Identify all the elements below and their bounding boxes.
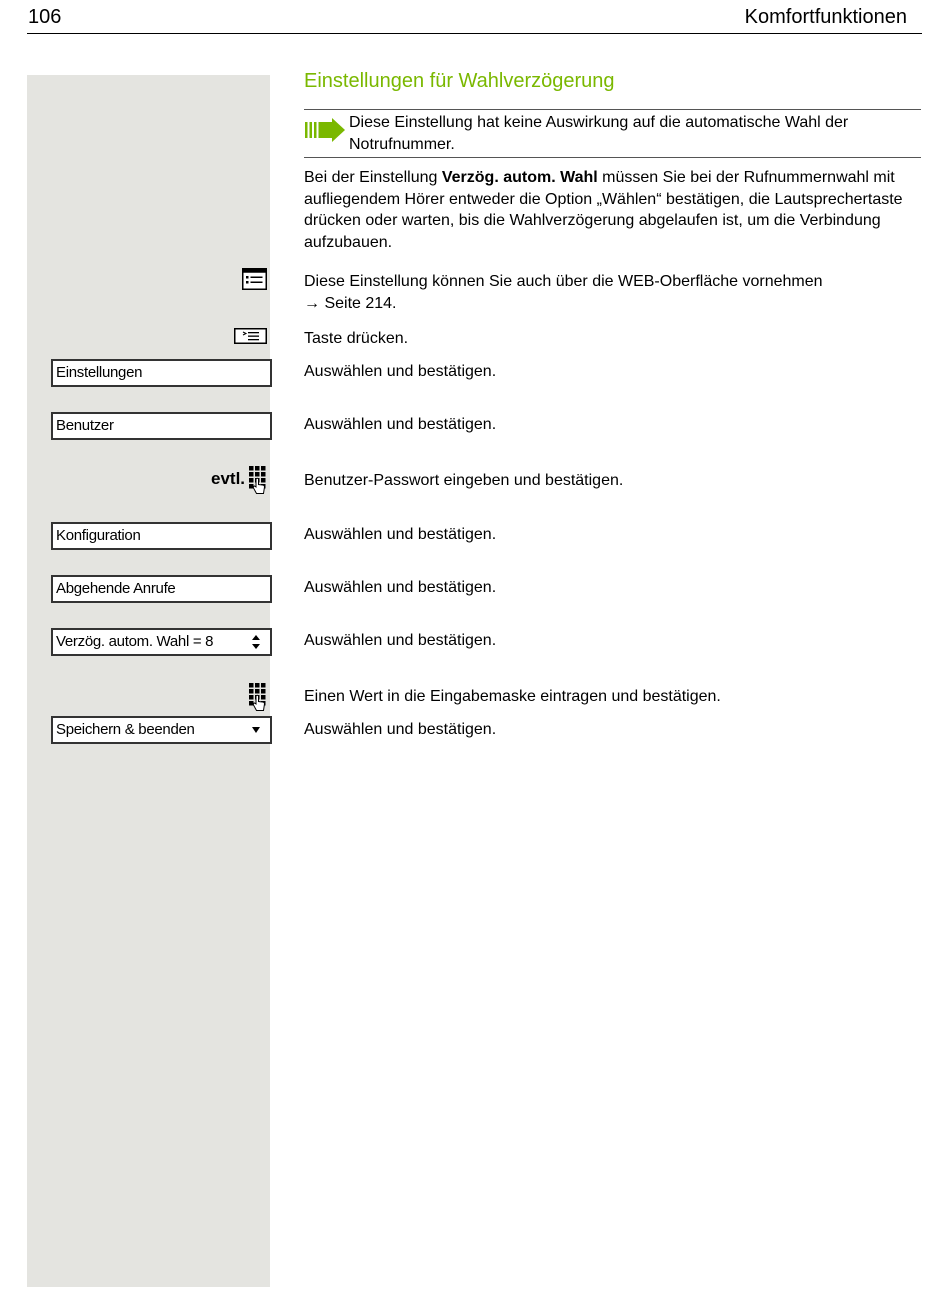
- note-top-rule: [304, 109, 921, 110]
- menu-item-label: Konfiguration: [56, 527, 141, 544]
- menu-key-icon: [234, 328, 267, 344]
- web-hint-page-link[interactable]: → Seite 214.: [304, 294, 397, 312]
- dropdown-arrow-icon: [252, 727, 260, 733]
- sidebar-column: [27, 75, 270, 1287]
- section-title: Einstellungen für Wahlverzögerung: [304, 70, 615, 92]
- menu-item-konfiguration[interactable]: [51, 522, 272, 550]
- keypad-icon: [248, 682, 268, 712]
- step-text-3: Auswählen und bestätigen.: [304, 416, 497, 433]
- web-interface-icon: [242, 268, 267, 290]
- step-text-6: Auswählen und bestätigen.: [304, 579, 497, 596]
- intro-setting-name: Verzög. autom. Wahl: [441, 169, 598, 186]
- keypad-icon: [248, 465, 268, 495]
- page-number: 106: [28, 6, 62, 28]
- note-bottom-rule: [304, 157, 921, 158]
- step-text-5: Auswählen und bestätigen.: [304, 526, 497, 543]
- step-text-9: Auswählen und bestätigen.: [304, 721, 497, 738]
- intro-prefix: Bei der Einstellung: [304, 169, 442, 186]
- step-text-1: Taste drücken.: [304, 330, 409, 347]
- menu-item-benutzer[interactable]: [51, 412, 272, 440]
- menu-item-label: Verzög. autom. Wahl = 8: [56, 633, 214, 650]
- intro-paragraph: [304, 167, 924, 253]
- step-text-8: Einen Wert in die Eingabemaske eintragen und bestätigen.: [304, 688, 721, 705]
- step-text-4: Benutzer-Passwort eingeben und bestätigen.: [304, 472, 624, 489]
- menu-item-label: Einstellungen: [56, 364, 143, 381]
- web-hint: [304, 271, 924, 314]
- menu-item-verzoeg-autom-wahl[interactable]: [51, 628, 272, 656]
- menu-item-label: Abgehende Anrufe: [56, 580, 176, 597]
- menu-item-label: Benutzer: [56, 417, 114, 434]
- web-hint-line1: Diese Einstellung können Sie auch über die WEB-Oberfläche vornehmen: [304, 273, 823, 290]
- step-text-7: Auswählen und bestätigen.: [304, 632, 497, 649]
- menu-item-abgehende-anrufe[interactable]: [51, 575, 272, 603]
- header-divider: [27, 33, 922, 34]
- up-down-arrow-icon: [252, 635, 260, 649]
- step-text-2: Auswählen und bestätigen.: [304, 363, 497, 380]
- green-arrow-note-icon: [304, 118, 346, 142]
- menu-item-einstellungen[interactable]: [51, 359, 272, 387]
- intro-suffix: müssen Sie bei der Rufnummernwahl mit aufliegendem Hörer entweder die Option „Wählen“ bestätigen, die Lautsprechertaste drücken oder warten, bis die Wahlverzögerung abgelaufen ist, um die Verbindung aufzubauen.: [304, 169, 903, 251]
- optional-prefix: evtl.: [211, 469, 246, 488]
- note-text: Diese Einstellung hat keine Auswirkung auf die automatische Wahl der Notrufnummer.: [349, 114, 849, 153]
- menu-item-label: Speichern & beenden: [56, 721, 195, 738]
- chapter-title: Komfortfunktionen: [744, 6, 907, 28]
- menu-item-speichern-beenden[interactable]: [51, 716, 272, 744]
